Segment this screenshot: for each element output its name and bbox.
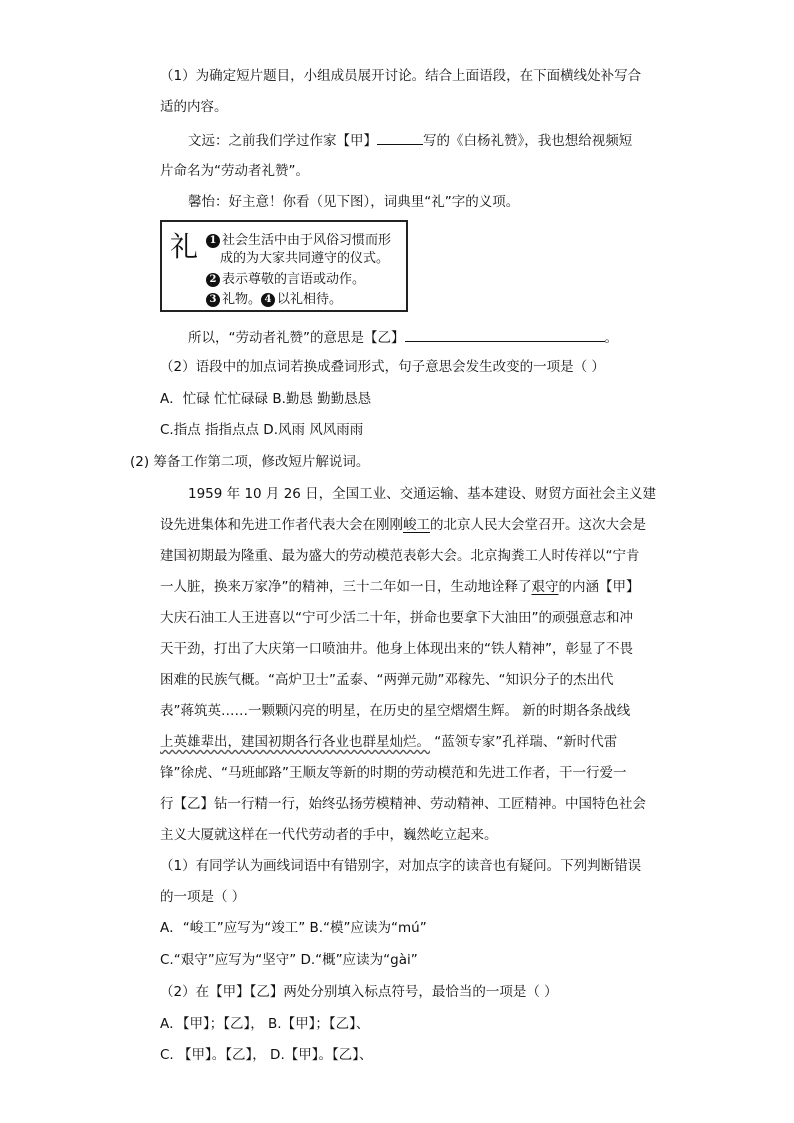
passage-line-12: 主义大厦就这样在一代代劳动者的手中，巍然屹立起来。 [160, 827, 498, 843]
s2-q1-prompt-line2: 的一项是（ ） [160, 889, 246, 905]
passage-line-5: 大庆石油工人王进喜以“宁可少活二十年，拼命也要拿下大油田”的顽强意志和冲 [160, 610, 633, 626]
passage-line-11: 行【乙】钻一行精一行，始终弘扬劳模精神、劳动精神、工匠精神。中国特色社会 [160, 796, 646, 812]
definition-number-1: 1 [206, 234, 220, 248]
definition-1-cont: 成的为大家共同遵守的仪式。 [220, 251, 390, 266]
underlined-word-jungong: 峻工 [403, 517, 430, 533]
q2-option-c-d[interactable]: C.指点 指指点点 D.风雨 风风雨雨 [160, 422, 364, 438]
definition-number-4: 4 [261, 293, 275, 307]
suoyi-period: 。 [604, 330, 618, 346]
xinyi-dialogue: 馨怡：好主意！你看（见下图），词典里“礼”字的义项。 [188, 194, 520, 210]
passage-line-8: 表”蒋筑英……一颗颗闪亮的明星，在历史的星空熠熠生辉。 新的时期各条战线 [160, 703, 631, 719]
passage-line-6: 天干劲，打出了大庆第一口喷油井。他身上体现出来的“铁人精神”，彰显了不畏 [160, 641, 633, 657]
q1-prompt-line1: （1）为确定短片题目，小组成员展开讨论。结合上面语段，在下面横线处补写合 [160, 68, 642, 84]
wenyuan-text-b: 写的《白杨礼赞》，我也想给视频短 [423, 133, 633, 149]
passage-line-1: 1959 年 10 月 26 日，全国工业、交通运输、基本建设、财贸方面社会主义建 [188, 486, 657, 502]
q1-prompt-line2: 适的内容。 [160, 99, 228, 115]
s2-q1-prompt-line1: （1）有同学认为画线词语中有错别字，对加点字的读音也有疑问。下列判断错误 [160, 858, 642, 874]
wavy-underlined-sentence: 上英雄辈出，建国初期各行各业也群星灿烂。 [160, 734, 430, 750]
passage-line-3: 建国初期最为隆重、最为盛大的劳动模范表彰大会。北京掏粪工人时传祥以“宁肯 [160, 548, 640, 564]
wenyuan-dialogue-line2: 片命名为“劳动者礼赞”。 [160, 163, 309, 179]
passage-line-10: 锋”徐虎、“马班邮路”王顺友等新的时期的劳动模范和先进工作者，干一行爱一 [160, 765, 627, 781]
wenyuan-dialogue [188, 130, 632, 151]
definition-2-text: 表示尊敬的言语或动作。 [222, 272, 366, 287]
passage-line-2-a: 设先进集体和先进工作者代表大会在刚刚 [160, 517, 403, 533]
underlined-word-jianshou: 艰守 [531, 579, 559, 595]
q2-prompt: （2）语段中的加点词若换成叠词形式，句子意思会发生改变的一项是（ ） [160, 359, 605, 375]
suoyi-line [188, 327, 618, 348]
passage-line-9-b: “蓝领专家”孔祥瑞、“新时代雷 [430, 734, 618, 750]
passage-line-9 [160, 732, 617, 752]
passage-line-4-b: 的内涵【甲】 [558, 579, 640, 595]
passage-line-7: 困难的民族气概。“高炉卫士”孟泰、“两弹元勋”邓稼先、“知识分子的杰出代 [160, 672, 614, 688]
suoyi-text: 所以，“劳动者礼赞”的意思是【乙】 [188, 330, 405, 346]
section2-heading: (2) 筹备工作第二项，修改短片解说词。 [130, 454, 370, 470]
definition-1-text-a: 社会生活中由于风俗习惯而形 [222, 233, 392, 248]
definition-3-4 [206, 291, 342, 309]
definition-2 [206, 271, 365, 289]
dictionary-entry-box [160, 220, 408, 312]
passage-line-2 [160, 515, 646, 535]
answer-blank-jia[interactable] [377, 130, 423, 145]
definition-number-3: 3 [206, 293, 220, 307]
definition-1 [206, 232, 391, 250]
s2-q1-option-a-b[interactable]: A．“峻工”应写为“竣工” B.“模”应读为“mú” [160, 920, 427, 936]
passage-line-2-b: 的北京人民大会堂召开。这次大会是 [430, 517, 646, 533]
passage-line-4 [160, 577, 640, 597]
dictionary-headword: 礼 [170, 230, 199, 263]
passage-line-4-a: 一人脏，换来万家净”的精神，三十二年如一日，生动地诠释了 [160, 579, 532, 595]
answer-blank-yi[interactable] [405, 327, 605, 342]
s2-q1-option-c-d[interactable]: C.“艰守”应写为“坚守” D.“概”应读为“gài” [160, 952, 418, 968]
definition-4-text: 以礼相待。 [277, 292, 343, 307]
definition-number-2: 2 [206, 273, 220, 287]
s2-q2-option-a-b[interactable]: A．【甲】；【乙】， B.【甲】；【乙】、 [160, 1016, 370, 1032]
s2-q2-option-c-d[interactable]: C. 【甲】。【乙】， D.【甲】。【乙】、 [160, 1047, 373, 1063]
s2-q2-prompt: （2）在【甲】【乙】两处分别填入标点符号，最恰当的一项是（ ） [160, 984, 558, 1000]
q2-option-a-b[interactable]: A．忙碌 忙忙碌碌 B.勤恳 勤勤恳恳 [160, 391, 372, 407]
definition-3-text: 礼物。 [222, 292, 262, 307]
wenyuan-text-a: 文远：之前我们学过作家【甲】 [188, 133, 377, 149]
